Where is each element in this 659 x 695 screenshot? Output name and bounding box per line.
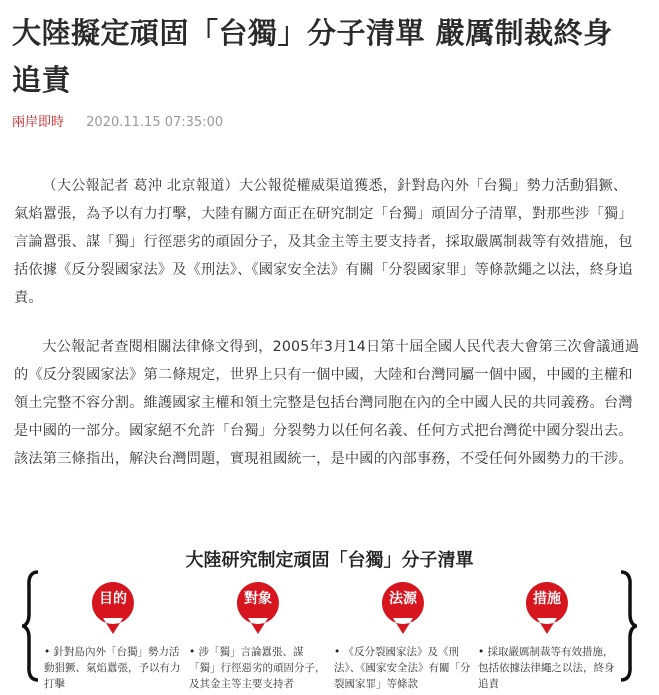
- column-text: [334, 644, 472, 692]
- column-body: 涉「獨」言論囂張、謀「獨」行徑惡劣的頑固分子，及其金主等主要支持者: [189, 646, 326, 690]
- publish-timestamp: 2020.11.15 07:35:00: [86, 115, 224, 130]
- bullet: •: [334, 646, 341, 658]
- bullet: •: [189, 646, 196, 658]
- infographic-title: 大陸研究制定頑固「台獨」分子清單: [185, 550, 474, 571]
- column-body: 採取嚴厲制裁等有效措施，包括依據法律繩之以法，終身追責: [478, 646, 615, 690]
- article-paragraph-2: 大公報記者查閱相關法律條文得到，2005年3月14日第十屆全國人民代表大會第三次會議通過的《反分裂國家法》第二條規定，世界上只有一個中國，大陸和台灣同屬一個中國，中國的主權和領土完整不容分割。維護國家主權和領土完整是包括台灣同胞在內的全中國人民的共同義務。台灣是中國的一部分。國家絕不允許「台獨」分裂勢力以任何名義、任何方式把台灣從中國分裂出去。該法第三條指出，解決台灣問題，實現祖國統一，是中國的內部事務，不受任何外國勢力的干涉。: [14, 339, 640, 467]
- article-headline: 大陸擬定頑固「台獨」分子清單 嚴厲制裁終身追責: [12, 16, 613, 97]
- article-meta: [12, 114, 223, 132]
- column-label: 措施: [533, 591, 561, 607]
- column-text: [44, 644, 182, 692]
- column-label: 對象: [244, 591, 272, 607]
- bullet: •: [44, 646, 51, 658]
- bullet: •: [478, 646, 485, 658]
- column-text: [189, 644, 327, 692]
- right-brace-icon: [619, 570, 637, 682]
- column-body: 《反分裂國家法》及《刑法》、《國家安全法》有關「分裂國家罪」等條款: [334, 646, 471, 690]
- column-target: [189, 580, 327, 690]
- column-text: [478, 644, 616, 692]
- section-link[interactable]: 兩岸即時: [12, 115, 65, 130]
- infographic-columns: [44, 580, 616, 690]
- infographic: [22, 540, 637, 690]
- column-label: 目的: [99, 591, 127, 607]
- article-paragraph-1: （大公報記者 葛沖 北京報道）大公報從權威渠道獲悉，針對島內外「台獨」勢力活動猖獗、氣焰囂張，為予以有力打擊，大陸有關方面正在研究制定「台獨」頑固分子清單，對那些涉「獨」言論囂張、謀「獨」行徑惡劣的頑固分子，及其金主等主要支持者，採取嚴厲制裁等有效措施，包括依據《反分裂國家法》及《刑法》、《國家安全法》有關「分裂國家罪」等條款繩之以法，終身追責。: [14, 178, 633, 306]
- column-purpose: [44, 580, 182, 690]
- column-body: 針對島內外「台獨」勢力活動猖獗、氣焰囂張，予以有力打擊: [44, 646, 181, 690]
- column-label: 法源: [389, 591, 417, 607]
- column-measures: [478, 580, 616, 690]
- column-legal-basis: [334, 580, 472, 690]
- left-brace-icon: [22, 570, 40, 682]
